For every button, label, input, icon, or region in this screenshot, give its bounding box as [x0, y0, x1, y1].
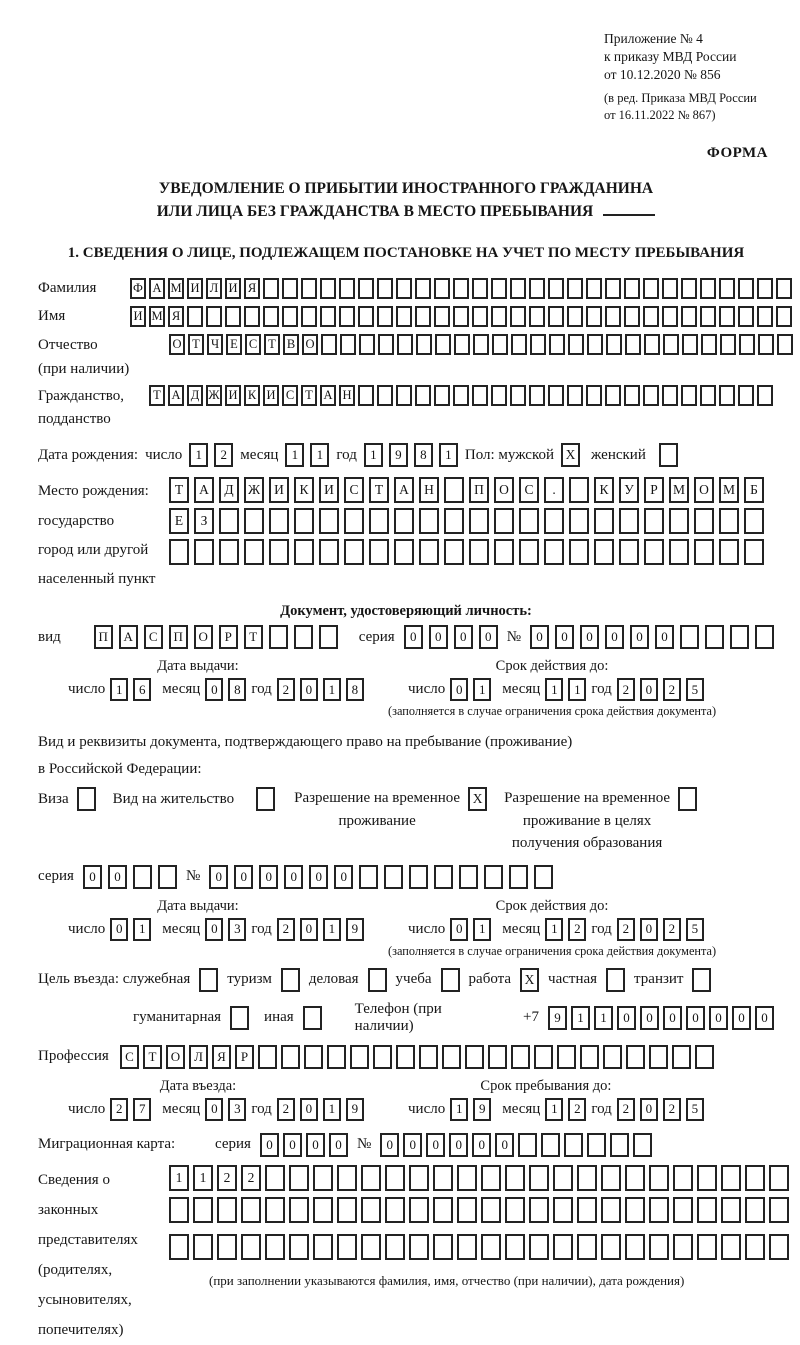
- purpose-turizm-label: туризм: [227, 971, 272, 988]
- birthplace-cell-rows: [169, 477, 774, 570]
- stay-until-col: [388, 1078, 704, 1121]
- purpose-gumanitarnaya-checkbox[interactable]: [230, 1006, 249, 1030]
- firstname-label: Имя: [38, 308, 66, 325]
- residence-valid-title: Срок действия до:: [495, 897, 609, 914]
- month-label: месяц: [502, 681, 541, 698]
- amendment-line: от 16.11.2022 № 867): [604, 107, 716, 122]
- entry-date: [68, 1098, 388, 1121]
- entry-date-col: [38, 1078, 388, 1121]
- patronymic-label: Отчество (при наличии): [38, 337, 130, 377]
- visa-checkbox[interactable]: [77, 787, 96, 811]
- profession-row: [38, 1045, 774, 1069]
- representatives-note: (при заполнении указываются фамилия, имя, отчество (при наличии), дата рождения): [209, 1272, 685, 1288]
- entry-dates-row: [38, 1078, 774, 1121]
- representatives-cells-row2[interactable]: [169, 1197, 789, 1223]
- residence-valid-col: [388, 898, 716, 959]
- visa-label: Виза: [38, 790, 69, 807]
- patronymic-cells[interactable]: О Т Ч Е С Т В О: [169, 334, 793, 355]
- profession-label: Профессия: [38, 1048, 109, 1065]
- purpose-rabota-checkbox[interactable]: X: [520, 968, 539, 992]
- year-label: год: [251, 920, 272, 937]
- id-doc-dates-row: [38, 658, 774, 719]
- residence-issue-col: [38, 898, 388, 959]
- residence-permit-option: [113, 787, 275, 811]
- purpose-ucheba-label: учеба: [395, 971, 432, 988]
- day-label: число: [68, 920, 106, 937]
- birthplace-label: Место рождения: государство город или другой населенный пункт: [38, 483, 156, 588]
- residence-type-row: [38, 787, 774, 855]
- temp-residence-label: Разрешение на временное проживание: [294, 790, 461, 829]
- purpose-delovaya-label: деловая: [308, 971, 359, 988]
- title-blank-underline: [603, 204, 655, 216]
- residence-series-label: серия: [38, 868, 74, 885]
- representatives-row: [38, 1165, 774, 1345]
- residence-permit-checkbox[interactable]: [256, 787, 275, 811]
- residence-doc-intro-line2: в Российской Федерации:: [38, 761, 202, 778]
- residence-series-row: [38, 865, 774, 889]
- form-label: ФОРМА: [706, 145, 768, 162]
- appendix-line: к приказу МВД России: [604, 48, 737, 64]
- stay-day-cells[interactable]: 1 9: [450, 1098, 491, 1121]
- month-label: месяц: [162, 681, 201, 698]
- residence-issue-day-cells[interactable]: 0 1: [110, 918, 151, 941]
- year-label: год: [251, 681, 272, 698]
- month-label: месяц: [502, 1100, 541, 1117]
- month-label: месяц: [502, 920, 541, 937]
- form-title: [38, 178, 774, 223]
- migration-number-label: №: [356, 1136, 372, 1153]
- id-doc-valid-note: (заполняется в случае ограничения срока действия документа): [388, 704, 717, 719]
- appendix-line: Приложение № 4: [604, 31, 703, 46]
- surname-label: Фамилия: [38, 280, 97, 297]
- birthdate-month-label: месяц: [240, 446, 279, 463]
- migration-card-row: [38, 1133, 774, 1157]
- entry-date-title: Дата въезда:: [159, 1077, 237, 1094]
- entry-month-cells[interactable]: 0 3: [205, 1098, 246, 1121]
- id-doc-issue-month-cells[interactable]: 0 8: [205, 678, 246, 701]
- birthdate-year-label: год: [336, 446, 357, 463]
- migration-number-cells[interactable]: 0 0 0 0 0 0: [380, 1133, 652, 1157]
- appendix-reference: [604, 30, 774, 83]
- representatives-cells-row1[interactable]: 1 1 2 2: [169, 1165, 789, 1191]
- purpose-delovaya-checkbox[interactable]: [368, 968, 387, 992]
- residence-valid-note: (заполняется в случае ограничения срока действия документа): [388, 943, 717, 958]
- id-doc-issue-title: Дата выдачи:: [157, 658, 239, 675]
- day-label: число: [408, 920, 446, 937]
- purpose-chastnaya-label: частная: [548, 971, 598, 988]
- id-doc-series-label: серия: [358, 628, 395, 645]
- citizenship-row: [38, 385, 774, 432]
- patronymic-row: [38, 334, 774, 381]
- id-doc-valid-date: [388, 678, 716, 701]
- entry-day-cells[interactable]: 2 7: [110, 1098, 151, 1121]
- stay-year-cells[interactable]: 2 0 2 5: [617, 1098, 704, 1121]
- birthdate-year-cells[interactable]: 1 9 8 1: [364, 443, 458, 467]
- day-label: число: [408, 1100, 446, 1117]
- id-doc-type-label: вид: [38, 628, 61, 645]
- month-label: месяц: [162, 1100, 201, 1117]
- residence-valid-date: [388, 918, 716, 941]
- purpose-gumanitarnaya-label: гуманитарная: [133, 1009, 222, 1026]
- birthdate-month-cells[interactable]: 1 1: [285, 443, 329, 467]
- migration-series-cells[interactable]: 0 0 0 0: [260, 1133, 348, 1157]
- residence-valid-year-cells[interactable]: 2 0 2 5: [617, 918, 704, 941]
- residence-number-cells[interactable]: 0 0 0 0 0 0: [209, 865, 553, 889]
- id-doc-valid-year-cells[interactable]: 2 0 2 5: [617, 678, 704, 701]
- form-title-line2: ИЛИ ЛИЦА БЕЗ ГРАЖДАНСТВА В МЕСТО ПРЕБЫВАНИЯ: [38, 201, 774, 223]
- id-doc-issue-day-cells[interactable]: 1 6: [110, 678, 151, 701]
- migration-card-label: Миграционная карта:: [38, 1136, 176, 1153]
- residence-issue-date: [68, 918, 388, 941]
- residence-valid-month-cells[interactable]: 1 2: [545, 918, 586, 941]
- gender-female-checkbox[interactable]: [659, 443, 678, 467]
- id-doc-number-cells[interactable]: 0 0 0 0 0 0: [530, 625, 774, 649]
- birthplace-row: [38, 477, 774, 594]
- residence-issue-title: Дата выдачи:: [157, 897, 239, 914]
- purpose-row2: [38, 1001, 774, 1035]
- firstname-cells[interactable]: И М Я: [130, 306, 792, 327]
- stay-until-date: [388, 1098, 704, 1121]
- id-doc-valid-month-cells[interactable]: 1 1: [545, 678, 586, 701]
- id-doc-heading: Документ, удостоверяющий личность:: [280, 603, 532, 620]
- year-label: год: [591, 1100, 612, 1117]
- gender-male-label: Пол: мужской: [464, 446, 555, 463]
- residence-series-cells[interactable]: 0 0: [83, 865, 177, 889]
- birthplace-cells-row2[interactable]: Е З: [169, 508, 764, 534]
- id-doc-valid-day-cells[interactable]: 0 1: [450, 678, 491, 701]
- edu-residence-label: Разрешение на временное проживание в целях получения образования: [504, 790, 671, 852]
- phone-label: Телефон (при наличии): [354, 1000, 442, 1034]
- section1-heading: 1. СВЕДЕНИЯ О ЛИЦЕ, ПОДЛЕЖАЩЕМ ПОСТАНОВКЕ НА УЧЕТ ПО МЕСТУ ПРЕБЫВАНИЯ: [67, 245, 745, 262]
- id-doc-type-cells[interactable]: П А С П О Р Т: [94, 625, 338, 649]
- purpose-ucheba-checkbox[interactable]: [441, 968, 460, 992]
- edu-residence-checkbox[interactable]: [678, 787, 697, 811]
- birthplace-cells-row3[interactable]: [169, 539, 764, 565]
- visa-option: [38, 787, 96, 811]
- stay-month-cells[interactable]: 1 2: [545, 1098, 586, 1121]
- surname-row: [38, 278, 774, 299]
- id-doc-issue-year-cells[interactable]: 2 0 1 8: [277, 678, 364, 701]
- id-doc-issue-col: [38, 658, 388, 719]
- residence-valid-day-cells[interactable]: 0 1: [450, 918, 491, 941]
- residence-issue-month-cells[interactable]: 0 3: [205, 918, 246, 941]
- purpose-rabota-label: работа: [468, 971, 512, 988]
- temp-residence-checkbox[interactable]: X: [468, 787, 487, 811]
- representatives-cells-row3[interactable]: [169, 1234, 789, 1260]
- day-label: число: [68, 1100, 106, 1117]
- year-label: год: [591, 920, 612, 937]
- day-label: число: [68, 681, 106, 698]
- id-doc-issue-date: [68, 678, 388, 701]
- residence-doc-intro: [38, 729, 774, 783]
- residence-number-label: №: [185, 868, 201, 885]
- month-label: месяц: [162, 920, 201, 937]
- migration-series-label: серия: [215, 1136, 251, 1153]
- year-label: год: [251, 1100, 272, 1117]
- purpose-tranzit-label: транзит: [634, 971, 684, 988]
- surname-cells[interactable]: Ф А М И Л И Я: [130, 278, 792, 299]
- id-doc-number-label: №: [506, 628, 521, 645]
- edu-residence-option: [504, 787, 697, 855]
- profession-cells[interactable]: С Т О Л Я Р: [120, 1045, 714, 1069]
- phone-cells[interactable]: 9 1 1 0 0 0 0 0 0 0: [548, 1006, 774, 1030]
- residence-issue-year-cells[interactable]: 2 0 1 9: [277, 918, 364, 941]
- phone-prefix: +7: [523, 1009, 539, 1026]
- birthdate-day-cells[interactable]: 1 2: [189, 443, 233, 467]
- residence-doc-intro-line1: Вид и реквизиты документа, подтверждающего право на пребывание (проживание): [38, 734, 573, 751]
- id-doc-series-cells[interactable]: 0 0 0 0: [404, 625, 498, 649]
- purpose-sluzhebnaya-checkbox[interactable]: [199, 968, 218, 992]
- residence-dates-row: [38, 898, 774, 959]
- appendix-line: от 10.12.2020 № 856: [604, 66, 721, 82]
- gender-female-label: женский: [591, 446, 646, 463]
- purpose-inaya-checkbox[interactable]: [303, 1006, 322, 1030]
- stay-until-title: Срок пребывания до:: [480, 1077, 612, 1094]
- form-title-line1: УВЕДОМЛЕНИЕ О ПРИБЫТИИ ИНОСТРАННОГО ГРАЖДАНИНА: [158, 180, 654, 198]
- representatives-label: Сведения о законных представителях (родителях, усыновителях, попечителях): [38, 1171, 138, 1338]
- amendment-line: (в ред. Приказа МВД России: [604, 91, 757, 106]
- purpose-label: Цель въезда: служебная: [38, 971, 191, 988]
- temp-residence-option: [294, 787, 487, 832]
- purpose-chastnaya-checkbox[interactable]: [606, 968, 625, 992]
- firstname-row: [38, 306, 774, 327]
- birthplace-cells-row1[interactable]: Т А Д Ж И К И С Т А Н П О С . К У Р М О М Б: [169, 477, 764, 503]
- birthdate-row: [38, 443, 774, 467]
- purpose-row1: [38, 968, 774, 992]
- entry-year-cells[interactable]: 2 0 1 9: [277, 1098, 364, 1121]
- year-label: год: [591, 681, 612, 698]
- amendment-reference: [604, 90, 774, 123]
- purpose-inaya-label: иная: [264, 1009, 294, 1026]
- purpose-tranzit-checkbox[interactable]: [692, 968, 711, 992]
- citizenship-cells[interactable]: Т А Д Ж И К И С Т А Н: [149, 385, 773, 406]
- representatives-cell-rows: [169, 1165, 789, 1289]
- id-doc-valid-title: Срок действия до:: [495, 658, 609, 675]
- citizenship-label: Гражданство, подданство: [38, 387, 125, 428]
- id-doc-valid-col: [388, 658, 716, 719]
- gender-male-checkbox[interactable]: X: [561, 443, 580, 467]
- id-doc-row: [38, 625, 774, 649]
- purpose-turizm-checkbox[interactable]: [281, 968, 300, 992]
- day-label: число: [408, 681, 446, 698]
- birthdate-day-label: число: [145, 446, 183, 463]
- residence-permit-label: Вид на жительство: [112, 790, 235, 807]
- birthdate-label: Дата рождения:: [38, 446, 139, 463]
